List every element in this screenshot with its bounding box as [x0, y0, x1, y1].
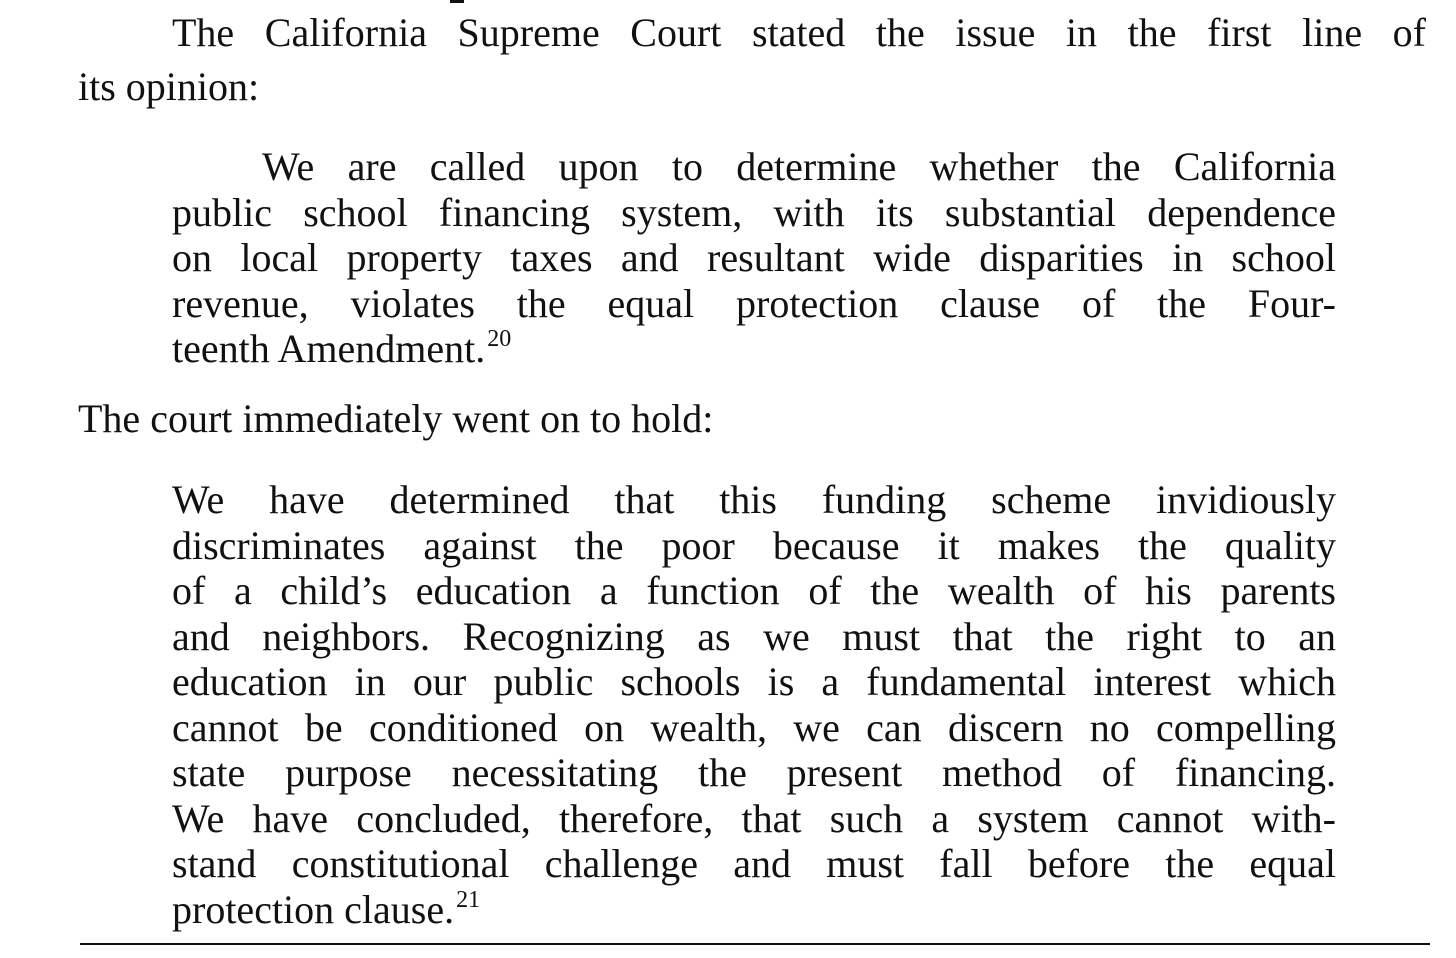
body-text-line: The court immediately went on to hold: [78, 396, 714, 441]
block-quote-2 [172, 477, 1336, 932]
quote-line: discriminates against the poor because it makes the quality [172, 522, 1336, 568]
quote-line: revenue, violates the equal protection clause of the Four- [172, 280, 1336, 326]
body-text-line: The California Supreme Court stated the issue in the first line of [172, 10, 1426, 55]
body-text-line: its opinion: [78, 64, 260, 109]
quote-last-line [172, 887, 1336, 933]
block-quote-1 [172, 144, 1336, 372]
quote-line: public school financing system, with its substantial dependence [172, 189, 1336, 235]
quote-line: We have concluded, therefore, that such a system cannot with- [172, 795, 1336, 841]
quote-line: stand constitutional challenge and must fall before the equal [172, 841, 1336, 886]
quote-line: on local property taxes and resultant wide disparities in school [172, 235, 1336, 280]
footnote-ref: 21 [456, 886, 481, 913]
top-edge-mark [450, 0, 464, 3]
quote-line: and neighbors. Recognizing as we must that the right to an [172, 613, 1336, 659]
quote-line: We are called upon to determine whether the California [262, 144, 1336, 189]
quote-line: of a child’s education a function of the wealth of his parents [172, 568, 1336, 613]
quote-line-text: protection clause. [172, 886, 455, 932]
footnote-ref: 20 [487, 326, 512, 352]
quote-line: cannot be conditioned on wealth, we can discern no compelling [172, 704, 1336, 750]
quote-line: state purpose necessitating the present method of financing. [172, 750, 1336, 795]
quote-line: We have determined that this funding scheme invidiously [172, 477, 1336, 522]
quote-last-line [172, 326, 1336, 372]
quote-line: education in our public schools is a fundamental interest which [172, 659, 1336, 704]
quote-line-text: teenth Amendment. [172, 326, 486, 371]
footnote-divider [80, 943, 1430, 945]
